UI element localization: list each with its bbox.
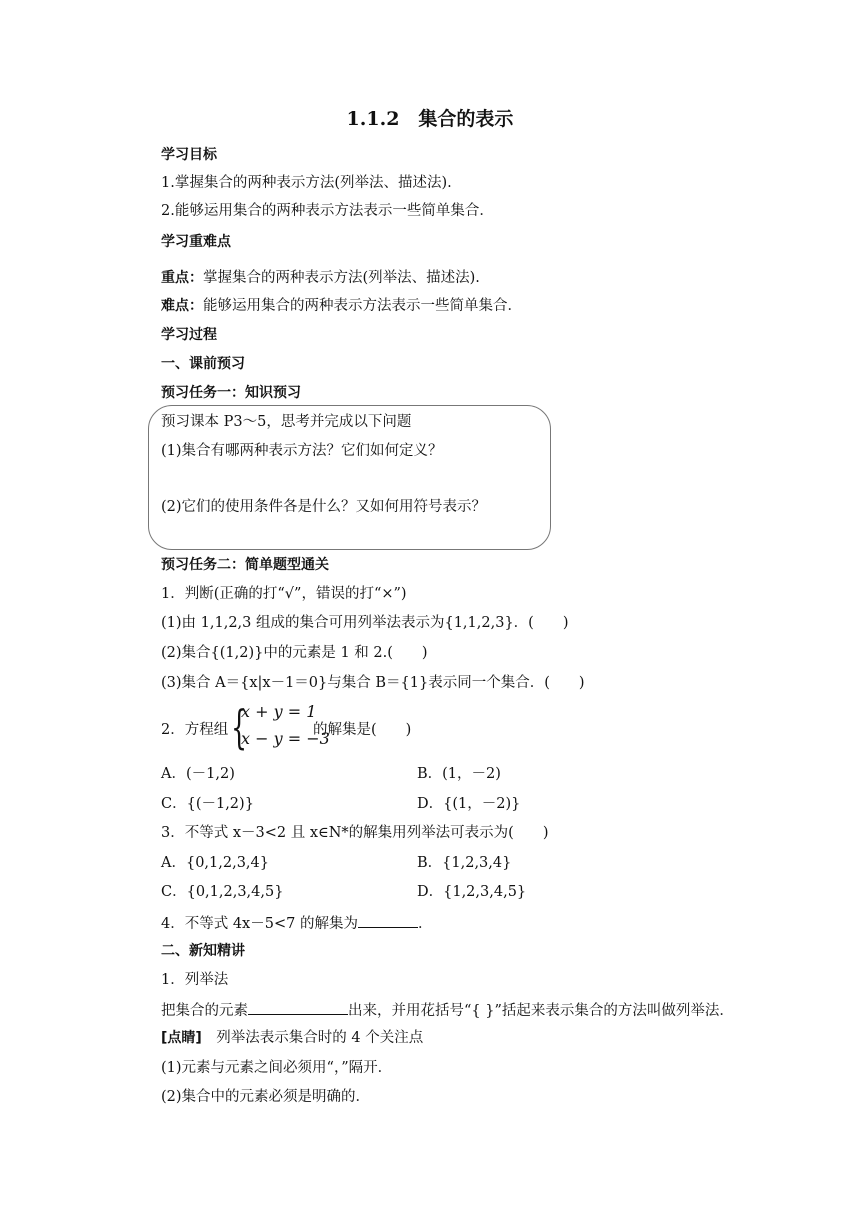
box-line-3: (2)它们的使用条件各是什么？又如何用符号表示？ [161, 499, 487, 515]
q3-stem: 3．不等式 x－3<2 且 x∈N*的解集用列举法可表示为( ) [161, 825, 549, 841]
q1-stem: 1．判断(正确的打“√”，错误的打“×”) [161, 586, 407, 602]
brace-icon: { [231, 700, 248, 754]
q2-equation-1: x + y = 1 [241, 702, 317, 721]
q2-option-c: C．{(－1,2)} [161, 796, 254, 812]
q1-item-1: (1)由 1,1,2,3 组成的集合可用列举法表示为{1,1,2,3}．( ) [161, 615, 569, 631]
important-label: 重点： [161, 270, 203, 286]
difficult-text: 能够运用集合的两种表示方法表示一些简单集合． [203, 298, 522, 314]
list-method-definition [161, 999, 734, 1021]
box-line-2: (1)集合有哪两种表示方法？它们如何定义？ [161, 443, 443, 459]
objectives-heading: 学习目标 [161, 147, 217, 163]
task1-heading: 预习任务一：知识预习 [161, 385, 301, 401]
q4-stem-after: ． [417, 916, 433, 932]
q2-suffix: 的解集是( ) [313, 722, 412, 738]
q2-equation-2: x − y = −3 [241, 729, 330, 748]
q4-stem [161, 912, 432, 934]
q2-option-d: D．{(1，－2)} [417, 796, 521, 812]
section2-heading: 二、新知精讲 [161, 943, 245, 959]
q2-prefix: 2．方程组 [161, 722, 229, 738]
difficult-point [161, 296, 522, 316]
section1-heading: 一、课前预习 [161, 356, 245, 372]
note-label: [点睛] [161, 1030, 202, 1046]
q3-option-b: B．{1,2,3,4} [417, 855, 512, 871]
q2-option-a: A．(－1,2) [161, 766, 235, 782]
q3-option-a: A．{0,1,2,3,4} [161, 855, 269, 871]
definition-blank [248, 999, 348, 1015]
note-line [161, 1028, 423, 1048]
q4-stem-before: 4．不等式 4x－5<7 的解集为 [161, 916, 358, 932]
q2-option-b: B．(1，－2) [417, 766, 501, 782]
process-heading: 学习过程 [161, 327, 217, 343]
q4-answer-blank [358, 912, 418, 928]
page-title: 1.1.2 集合的表示 [346, 108, 514, 130]
note-point-2: (2)集合中的元素必须是明确的． [161, 1089, 371, 1105]
q3-option-c: C．{0,1,2,3,4,5} [161, 884, 284, 900]
important-point [161, 268, 480, 288]
definition-before: 把集合的元素 [161, 1003, 248, 1019]
box-line-1: 预习课本 P3～5，思考并完成以下问题 [161, 414, 412, 430]
q1-item-3: (3)集合 A＝{x|x－1＝0}与集合 B＝{1}表示同一个集合．( ) [161, 675, 585, 691]
section2-sub1: 1．列举法 [161, 972, 229, 988]
key-points-heading: 学习重难点 [161, 234, 231, 250]
definition-after: 出来，并用花括号“{ }”括起来表示集合的方法叫做列举法． [348, 1003, 734, 1019]
q3-option-d: D．{1,2,3,4,5} [417, 884, 527, 900]
objective-item-2: 2.能够运用集合的两种表示方法表示一些简单集合． [161, 203, 494, 219]
important-text: 掌握集合的两种表示方法(列举法、描述法). [203, 270, 480, 286]
note-text: 列举法表示集合时的 4 个关注点 [201, 1030, 424, 1046]
objective-item-1: 1.掌握集合的两种表示方法(列举法、描述法). [161, 175, 452, 191]
task2-heading: 预习任务二：简单题型通关 [161, 557, 329, 573]
q1-item-2: (2)集合{(1,2)}中的元素是 1 和 2.( ) [161, 645, 428, 661]
difficult-label: 难点： [161, 298, 203, 314]
note-point-1: (1)元素与元素之间必须用“，”隔开． [161, 1060, 393, 1076]
